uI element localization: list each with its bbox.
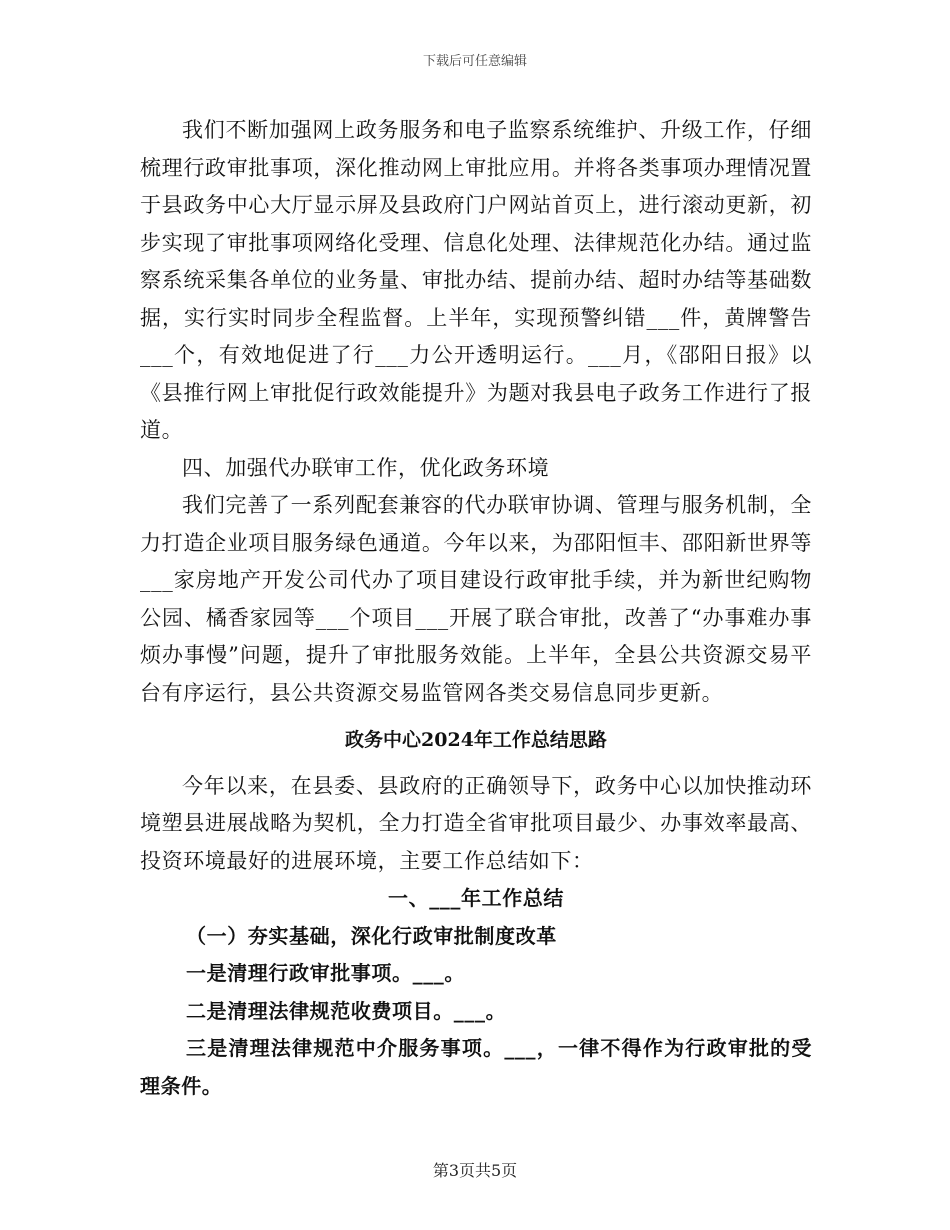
document-title: 政务中心2024年工作总结思路: [345, 729, 607, 751]
subsection-heading-1: （一）夯实基础，深化行政审批制度改革: [186, 923, 557, 948]
paragraph-online-approval: 我们不断加强网上政务服务和电子监察系统维护、升级工作，仔细梳理行政审批事项，深化推动网上审批应用。并将各类事项办理情况置于县政务中心大厅显示屏及县政府门户网站首页上，进行滚动更新，初步实现了审批事项网络化受理、信息化处理、法律规范化办结。通过监察系统采集各单位的业务量、审批办结、提前办结、超时办结等基础数据，实行实时同步全程监督。上半年，实现预警纠错___件，黄牌警告___个，有效地促进了行___力公开透明运行。___月，《邵阳日报》以《县推行网上审批促行政效能提升》为题对我县电子政务工作进行了报道。: [140, 118, 812, 442]
page-header: 下载后可任意编辑: [422, 54, 527, 69]
list-item-1: 一是清理行政审批事项。___。: [186, 961, 465, 985]
paragraph-intro: 今年以来，在县委、县政府的正确领导下，政务中心以加快推动环境塑县进展战略为契机，全力打造全省审批项目最少、办事效率最高、投资环境最好的进展环境，主要工作总结如下：: [140, 773, 812, 873]
document-body: [140, 112, 812, 1105]
list-item-3: 三是清理法律规范中介服务事项。___，一律不得作为行政审批的受理条件。: [140, 1036, 812, 1098]
paragraph-joint-approval: 我们完善了一系列配套兼容的代办联审协调、管理与服务机制，全力打造企业项目服务绿色通道。今年以来，为邵阳恒丰、邵阳新世界等___家房地产开发公司代办了项目建设行政审批手续，并为新世纪购物公园、橘香家园等___个项目___开展了联合审批，改善了“办事难办事烦办事慢”问题，提升了审批服务效能。上半年，全县公共资源交易平台有序运行，县公共资源交易监管网各类交易信息同步更新。: [140, 493, 812, 705]
list-item-2: 二是清理法律规范收费项目。___。: [186, 998, 507, 1023]
page-footer: 第3页共5页: [432, 1161, 518, 1180]
section-heading-1: 一、___年工作总结: [388, 886, 564, 910]
section-heading-4: 四、加强代办联审工作，优化政务环境: [182, 455, 550, 480]
